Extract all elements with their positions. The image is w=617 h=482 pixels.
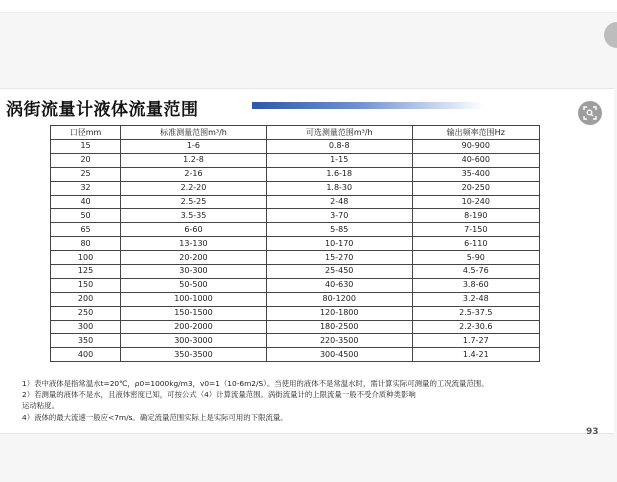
table-cell: 20-250 xyxy=(412,181,539,195)
table-row xyxy=(51,181,540,195)
table-cell: 40-630 xyxy=(266,278,412,292)
table-cell: 2.2-30.6 xyxy=(412,320,539,334)
table-cell: 6-60 xyxy=(121,223,267,237)
table-row xyxy=(51,153,540,167)
table-cell: 1.4-21 xyxy=(412,348,539,362)
table-cell: 3.5-35 xyxy=(121,209,267,223)
table-cell: 2.2-20 xyxy=(121,181,267,195)
column-header: 口径mm xyxy=(51,126,121,140)
table-row xyxy=(51,278,540,292)
table-cell: 25 xyxy=(51,167,121,181)
table-row xyxy=(51,292,540,306)
document-title: 涡街流量计液体流量范围 xyxy=(6,100,199,120)
table-cell: 250 xyxy=(51,306,121,320)
table-cell: 400 xyxy=(51,348,121,362)
table-cell: 10-170 xyxy=(266,237,412,251)
table-cell: 300-4500 xyxy=(266,348,412,362)
title-decoration-bar xyxy=(252,102,484,109)
page-number: 93 xyxy=(586,427,599,437)
table-row xyxy=(51,140,540,154)
table-cell: 3-70 xyxy=(266,209,412,223)
table-cell: 1.6-18 xyxy=(266,167,412,181)
column-header: 可选测量范围m³/h xyxy=(266,126,412,140)
scan-icon-glyph xyxy=(583,106,597,120)
table-cell: 300-3000 xyxy=(121,334,267,348)
table-cell: 1-6 xyxy=(121,140,267,154)
table-cell: 1.8-30 xyxy=(266,181,412,195)
table-row xyxy=(51,348,540,362)
table-cell: 200-2000 xyxy=(121,320,267,334)
top-strip xyxy=(0,0,617,13)
column-header: 输出频率范围Hz xyxy=(412,126,539,140)
table-cell: 7-150 xyxy=(412,223,539,237)
table-cell: 4.5-76 xyxy=(412,265,539,279)
table-row xyxy=(51,334,540,348)
table-cell: 3.8-60 xyxy=(412,278,539,292)
table-row xyxy=(51,223,540,237)
table-cell: 1-15 xyxy=(266,153,412,167)
table-cell: 20 xyxy=(51,153,121,167)
table-cell: 180-2500 xyxy=(266,320,412,334)
table-cell: 2-48 xyxy=(266,195,412,209)
table-cell: 40 xyxy=(51,195,121,209)
table-cell: 32 xyxy=(51,181,121,195)
table-cell: 3.2-48 xyxy=(412,292,539,306)
table-cell: 90-900 xyxy=(412,140,539,154)
table-cell: 200 xyxy=(51,292,121,306)
table-cell: 100 xyxy=(51,251,121,265)
table-cell: 30-300 xyxy=(121,265,267,279)
note-line: 2）若测量的液体不是水，且液体密度已知，可按公式（4）计算流量范围。涡街流量计的上限流量一般不受介质种类影响 xyxy=(22,390,416,400)
table-cell: 80 xyxy=(51,237,121,251)
table-cell: 50-500 xyxy=(121,278,267,292)
table-cell: 150 xyxy=(51,278,121,292)
table-cell: 25-450 xyxy=(266,265,412,279)
table-row xyxy=(51,320,540,334)
note-line: 4）液体的最大流速一般应<7m/s。确定流量范围实际上是实际可用的下限流量。 xyxy=(22,412,288,422)
table-cell: 5-90 xyxy=(412,251,539,265)
note-line: 运动粘度。 xyxy=(22,401,59,411)
table-header-row xyxy=(51,126,540,140)
table-cell: 350-3500 xyxy=(121,348,267,362)
note-line: 1）表中液体是指常温水t=20℃，ρ0=1000kg/m3，v0=1（10-6m2/S）。当使用的液体不是常温水时，需计算实际可测量的工况流量范围。 xyxy=(22,379,489,388)
scan-icon[interactable] xyxy=(578,101,602,125)
table-cell: 20-200 xyxy=(121,251,267,265)
table-cell: 5-85 xyxy=(266,223,412,237)
table-cell: 0.8-8 xyxy=(266,140,412,154)
table-cell: 1.7-27 xyxy=(412,334,539,348)
table-cell: 15-270 xyxy=(266,251,412,265)
table-cell: 8-190 xyxy=(412,209,539,223)
table-cell: 2-16 xyxy=(121,167,267,181)
table-cell: 220-3500 xyxy=(266,334,412,348)
table-cell: 2.5-37.5 xyxy=(412,306,539,320)
table-cell: 125 xyxy=(51,265,121,279)
flow-range-table xyxy=(50,125,540,362)
table-cell: 80-1200 xyxy=(266,292,412,306)
table-cell: 40-600 xyxy=(412,153,539,167)
table-cell: 120-1800 xyxy=(266,306,412,320)
table-row xyxy=(51,167,540,181)
table-row xyxy=(51,265,540,279)
table-cell: 350 xyxy=(51,334,121,348)
table-cell: 10-240 xyxy=(412,195,539,209)
table-cell: 50 xyxy=(51,209,121,223)
document-image xyxy=(0,88,614,437)
table-row xyxy=(51,237,540,251)
table-cell: 150-1500 xyxy=(121,306,267,320)
table-cell: 300 xyxy=(51,320,121,334)
table-row xyxy=(51,209,540,223)
table-notes xyxy=(22,378,612,423)
table-cell: 35-400 xyxy=(412,167,539,181)
table-cell: 2.5-25 xyxy=(121,195,267,209)
circle-icon[interactable] xyxy=(604,22,617,48)
table-cell: 15 xyxy=(51,140,121,154)
table-cell: 65 xyxy=(51,223,121,237)
table-row xyxy=(51,251,540,265)
table-row xyxy=(51,195,540,209)
table-row xyxy=(51,306,540,320)
table-cell: 6-110 xyxy=(412,237,539,251)
table-cell: 100-1000 xyxy=(121,292,267,306)
column-header: 标准测量范围m³/h xyxy=(121,126,267,140)
table-cell: 13-130 xyxy=(121,237,267,251)
table-cell: 1.2-8 xyxy=(121,153,267,167)
